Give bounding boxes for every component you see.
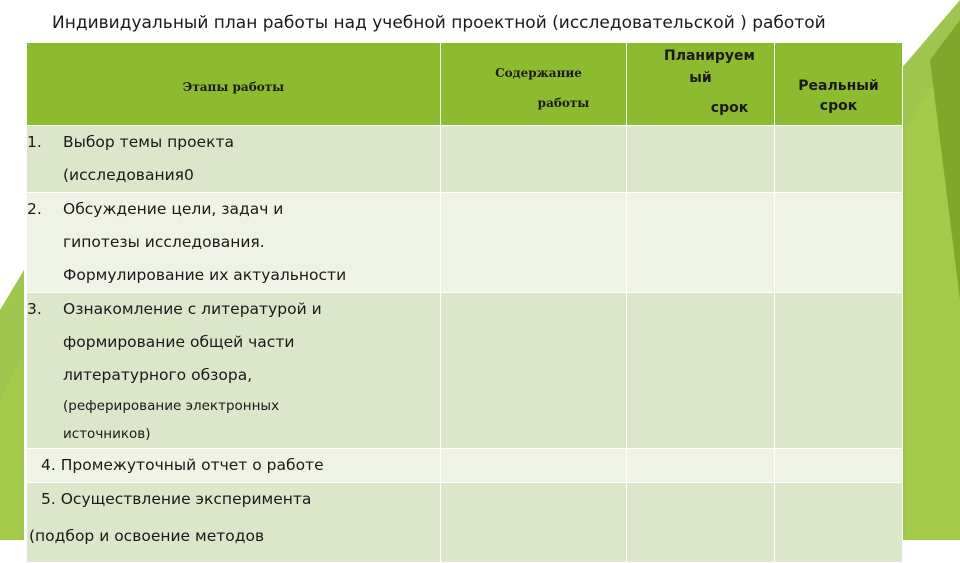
header-real-date: [775, 43, 903, 126]
planned-date-cell[interactable]: [627, 449, 775, 483]
header-stages: Этапы работы: [27, 43, 441, 126]
stage-cell: 4. Промежуточный отчет о работе: [27, 449, 441, 483]
header-planned-line2: ый: [689, 70, 712, 86]
content-cell[interactable]: [441, 193, 627, 293]
real-date-cell[interactable]: [775, 293, 903, 449]
real-date-cell[interactable]: [775, 449, 903, 483]
header-planned-date: [627, 43, 775, 126]
stage-cell: 1. Выбор темы проекта (исследования0: [27, 126, 441, 193]
real-date-cell[interactable]: [775, 483, 903, 563]
content-cell[interactable]: [441, 449, 627, 483]
table-row: [27, 483, 903, 563]
header-content-line1: Содержание: [495, 66, 582, 80]
real-date-cell[interactable]: [775, 193, 903, 293]
content-cell[interactable]: [441, 483, 627, 563]
work-plan-table: [26, 42, 903, 563]
table-row: [27, 449, 903, 483]
header-real-line2: срок: [819, 98, 858, 114]
header-real-line1: Реальный: [798, 78, 879, 94]
stage-cell: 5. Осуществление эксперимента (подбор и освоение методов: [27, 483, 441, 563]
real-date-cell[interactable]: [775, 126, 903, 193]
work-plan-table-container: [26, 42, 902, 563]
planned-date-cell[interactable]: [627, 293, 775, 449]
header-planned-line1: Планируем: [664, 48, 755, 64]
content-cell[interactable]: [441, 126, 627, 193]
header-content: [441, 43, 627, 126]
table-row: [27, 193, 903, 293]
stage-cell: 3. Ознакомление с литературой и формирование общей части литературного обзора, (реферирование электронных источников): [27, 293, 441, 449]
content-cell[interactable]: [441, 293, 627, 449]
planned-date-cell[interactable]: [627, 126, 775, 193]
header-content-line2: работы: [537, 96, 590, 110]
header-planned-line3: срок: [710, 100, 749, 116]
table-row: [27, 293, 903, 449]
stage-cell: 2. Обсуждение цели, задач и гипотезы исследования. Формулирование их актуальности: [27, 193, 441, 293]
page-title: Индивидуальный план работы над учебной проектной (исследовательской ) работой: [52, 13, 826, 33]
planned-date-cell[interactable]: [627, 483, 775, 563]
table-header-row: [27, 43, 903, 126]
table-row: [27, 126, 903, 193]
planned-date-cell[interactable]: [627, 193, 775, 293]
